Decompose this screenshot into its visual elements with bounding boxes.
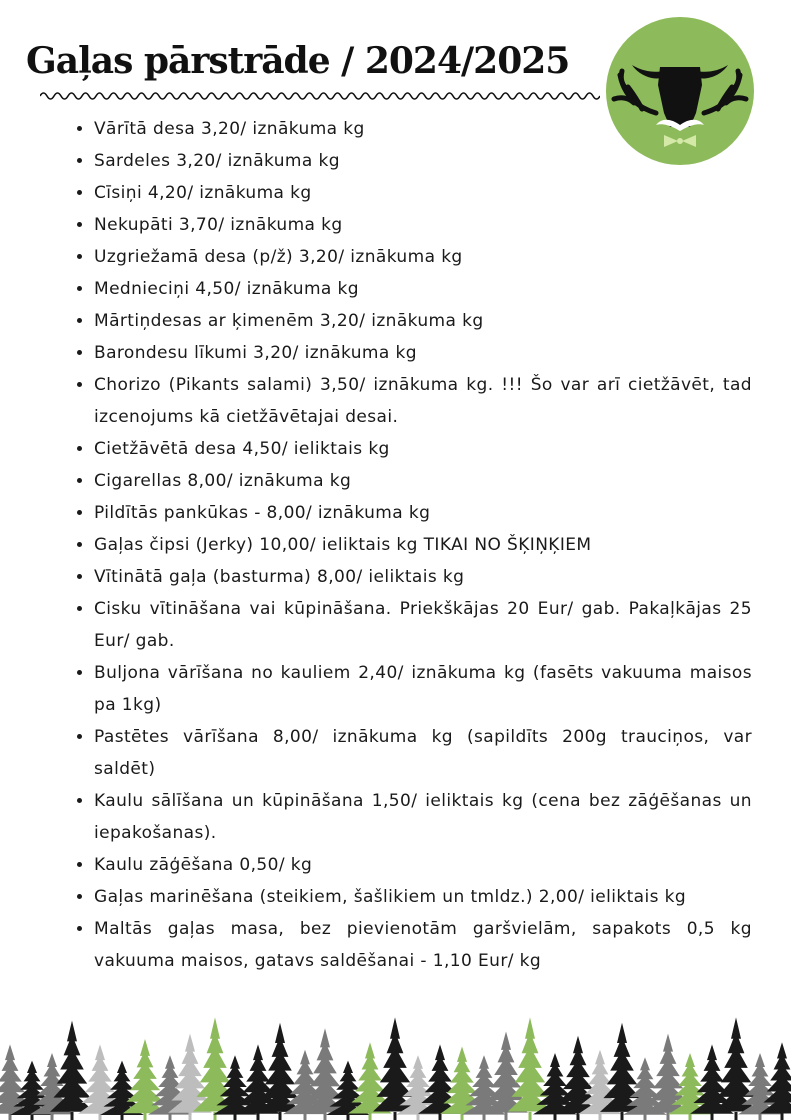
list-item: • Cisku vītināšana vai kūpināšana. Priekškājas 20 Eur/ gab. Pakaļkājas 25 Eur/ gab. xyxy=(94,593,752,657)
list-item: • Buljona vārīšana no kauliem 2,40/ iznākuma kg (fasēts vakuuma maisos pa 1kg) xyxy=(94,657,752,721)
pine-tree-border-icon xyxy=(0,1012,791,1120)
list-item: • Nekupāti 3,70/ iznākuma kg xyxy=(94,209,752,241)
list-item: • Vārītā desa 3,20/ iznākuma kg xyxy=(94,113,752,145)
list-item: • Cīsiņi 4,20/ iznākuma kg xyxy=(94,177,752,209)
list-item: • Chorizo (Pikants salami) 3,50/ iznākuma kg. !!! Šo var arī cietžāvēt, tad izcenojums kā cietžāvētajai desai. xyxy=(94,369,752,433)
list-item: • Mārtiņdesas ar ķimenēm 3,20/ iznākuma kg xyxy=(94,305,752,337)
list-item: • Cietžāvētā desa 4,50/ ieliktais kg xyxy=(94,433,752,465)
wavy-underline-icon xyxy=(40,88,600,104)
list-item: • Gaļas marinēšana (steikiem, šašlikiem un tmldz.) 2,00/ ieliktais kg xyxy=(94,881,752,913)
list-item: • Barondesu līkumi 3,20/ iznākuma kg xyxy=(94,337,752,369)
list-item: • Gaļas čipsi (Jerky) 10,00/ ieliktais kg TIKAI NO ŠĶIŅĶIEM xyxy=(94,529,752,561)
list-item: • Uzgriežamā desa (p/ž) 3,20/ iznākuma kg xyxy=(94,241,752,273)
list-item: • Maltās gaļas masa, bez pievienotām garšvielām, sapakots 0,5 kg vakuuma maisos, gatavs saldēšanai - 1,10 Eur/ kg xyxy=(94,913,752,977)
list-item: • Kaulu sālīšana un kūpināšana 1,50/ ieliktais kg (cena bez zāģēšanas un iepakošanas). xyxy=(94,785,752,849)
list-item: • Pastētes vārīšana 8,00/ iznākuma kg (sapildīts 200g trauciņos, var saldēt) xyxy=(94,721,752,785)
list-item: • Vītinātā gaļa (basturma) 8,00/ ieliktais kg xyxy=(94,561,752,593)
list-item: • Pildītās pankūkas - 8,00/ iznākuma kg xyxy=(94,497,752,529)
list-item: • Sardeles 3,20/ iznākuma kg xyxy=(94,145,752,177)
price-list xyxy=(70,113,752,977)
list-item: • Mednieciņi 4,50/ iznākuma kg xyxy=(94,273,752,305)
list-item: • Kaulu zāģēšana 0,50/ kg xyxy=(94,849,752,881)
list-item: • Cigarellas 8,00/ iznākuma kg xyxy=(94,465,752,497)
page-title: Gaļas pārstrāde / 2024/2025 xyxy=(26,40,570,82)
